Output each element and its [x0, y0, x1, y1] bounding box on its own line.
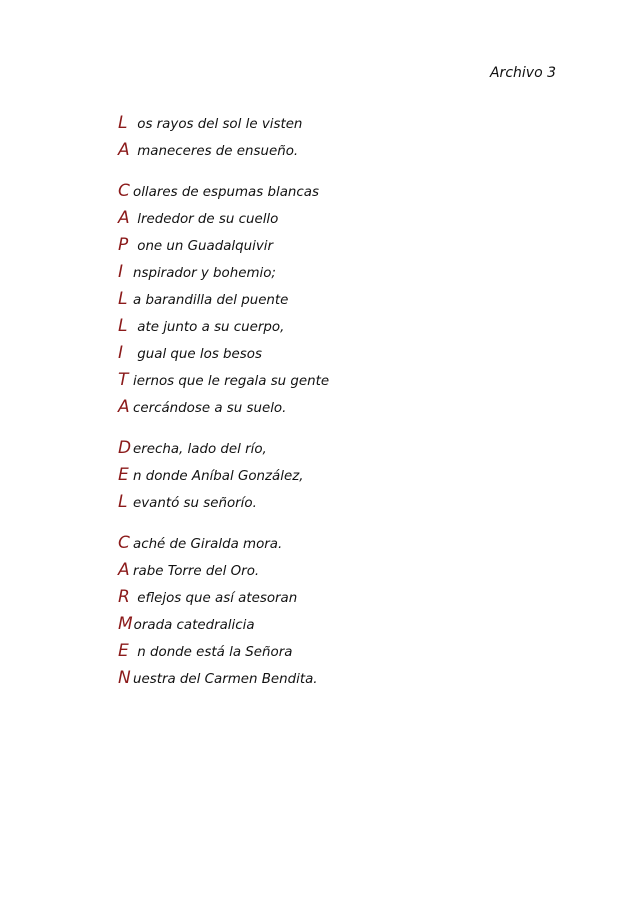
line-initial: E — [118, 641, 129, 661]
line-text: one un Guadalquivir — [133, 239, 274, 254]
line-text: ate junto a su cuerpo, — [133, 320, 285, 335]
line-initial: N — [118, 668, 131, 688]
poem-line — [118, 205, 578, 232]
line-text: aché de Giralda mora. — [133, 537, 283, 552]
poem-stanza-1 — [118, 110, 578, 164]
poem-line — [118, 259, 578, 286]
line-initial: R — [118, 587, 130, 607]
poem-line — [118, 584, 578, 611]
poem-line — [118, 286, 578, 313]
poem-line — [118, 638, 578, 665]
line-text: os rayos del sol le visten — [133, 117, 303, 132]
line-text: n donde Aníbal González, — [133, 469, 304, 484]
line-text: cercándose a su suelo. — [133, 401, 287, 416]
poem-line — [118, 557, 578, 584]
line-initial: A — [118, 208, 130, 228]
line-text: nspirador y bohemio; — [133, 266, 276, 281]
line-initial: I — [118, 262, 124, 282]
poem-line — [118, 394, 578, 421]
line-initial: C — [118, 181, 130, 201]
line-initial: M — [118, 614, 133, 634]
poem-line — [118, 137, 578, 164]
line-text: gual que los besos — [133, 347, 262, 362]
line-text: ollares de espumas blancas — [133, 185, 319, 200]
line-initial: A — [118, 140, 130, 160]
line-initial: I — [118, 343, 124, 363]
line-initial: T — [118, 370, 129, 390]
line-initial: A — [118, 560, 130, 580]
line-text: maneceres de ensueño. — [133, 144, 299, 159]
line-initial: L — [118, 289, 128, 309]
poem-line — [118, 611, 578, 638]
document-header-label: Archivo 3 — [489, 65, 556, 81]
line-text: evantó su señorío. — [133, 496, 257, 511]
line-text: rabe Torre del Oro. — [133, 564, 260, 579]
line-text: erecha, lado del río, — [133, 442, 267, 457]
line-text: eflejos que así atesoran — [133, 591, 298, 606]
poem-line — [118, 232, 578, 259]
poem-line — [118, 435, 578, 462]
line-text: uestra del Carmen Bendita. — [133, 672, 318, 687]
line-text: orada catedralicia — [133, 618, 255, 633]
poem-stanza-4 — [118, 530, 578, 692]
line-text: iernos que le regala su gente — [133, 374, 330, 389]
poem-line — [118, 110, 578, 137]
line-initial: C — [118, 533, 130, 553]
poem-line — [118, 489, 578, 516]
poem-stanza-2 — [118, 178, 578, 421]
poem-stanza-3 — [118, 435, 578, 516]
poem-line — [118, 313, 578, 340]
line-text: lrededor de su cuello — [133, 212, 279, 227]
line-text: a barandilla del puente — [133, 293, 289, 308]
line-text: n donde está la Señora — [133, 645, 293, 660]
poem-line — [118, 340, 578, 367]
poem-line — [118, 530, 578, 557]
poem-line — [118, 367, 578, 394]
poem-line — [118, 178, 578, 205]
line-initial: E — [118, 465, 129, 485]
line-initial: L — [118, 316, 128, 336]
poem-line — [118, 462, 578, 489]
poem-line — [118, 665, 578, 692]
line-initial: L — [118, 113, 128, 133]
line-initial: P — [118, 235, 129, 255]
acrostic-poem — [118, 110, 578, 706]
line-initial: L — [118, 492, 128, 512]
line-initial: A — [118, 397, 130, 417]
line-initial: D — [118, 438, 132, 458]
